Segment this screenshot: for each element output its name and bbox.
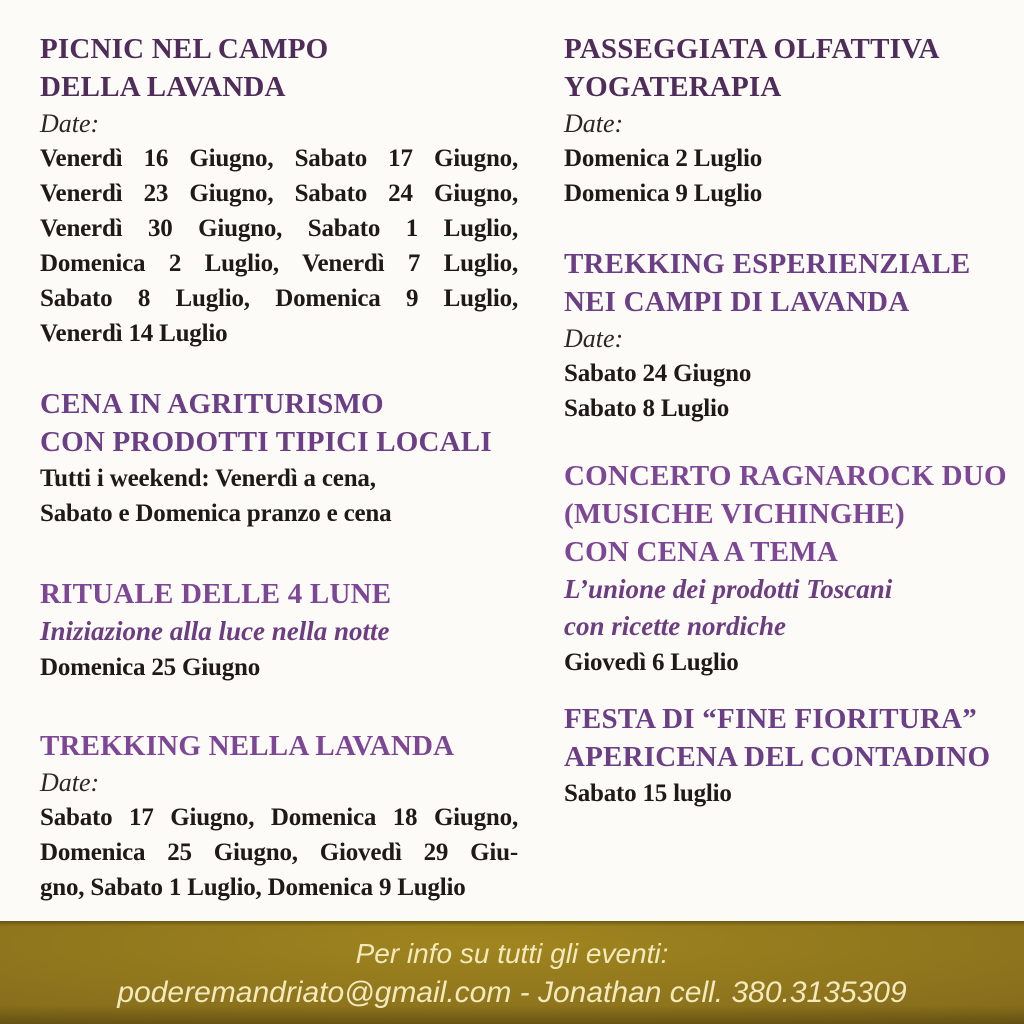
event-title-line: RITUALE DELLE 4 LUNE — [40, 578, 392, 610]
event-dates-line: gno, Sabato 1 Luglio, Domenica 9 Luglio — [40, 874, 466, 901]
event-title-line: CONCERTO RAGNAROCK DUO — [564, 460, 1007, 492]
date-label: Date: — [564, 109, 624, 138]
event-title-line: CON CENA A TEMA — [564, 536, 838, 568]
event-section-picnic — [40, 30, 518, 351]
event-title-line: (MUSICHE VICHINGHE) — [564, 498, 905, 530]
event-dates-line: Giovedì 6 Luglio — [564, 649, 739, 676]
event-title-line: TREKKING NELLA LAVANDA — [40, 730, 455, 762]
event-title-line: APERICENA DEL CONTADINO — [564, 741, 991, 773]
event-body-line: Tutti i weekend: Venerdì a cena, — [40, 465, 376, 492]
event-section-passeggiata — [564, 30, 1014, 211]
event-subtitle-line: L’unione dei prodotti Toscani — [564, 574, 893, 604]
footer-info-label: Per info su tutti gli eventi: — [355, 938, 669, 969]
event-dates-line: Venerdì 14 Luglio — [40, 320, 228, 347]
event-section-rituale — [40, 575, 518, 685]
event-title-line: TREKKING ESPERIENZIALE — [564, 248, 971, 280]
event-dates-line: Sabato 24 Giugno — [564, 360, 752, 387]
event-title-line: CON PRODOTTI TIPICI LOCALI — [40, 426, 492, 458]
event-title-line: YOGATERAPIA — [564, 71, 782, 103]
event-dates-line: Sabato 8 Luglio, Domenica 9 Luglio, — [40, 285, 518, 312]
events-column-right — [564, 30, 1014, 811]
event-dates-line: Venerdì 16 Giugno, Sabato 17 Giugno, — [40, 145, 518, 172]
date-label: Date: — [40, 109, 100, 138]
event-dates-line: Domenica 9 Luglio — [564, 180, 762, 207]
date-label: Date: — [40, 768, 100, 797]
event-dates-line: Domenica 2 Luglio — [564, 145, 762, 172]
event-subtitle-line: con ricette nordiche — [564, 611, 786, 641]
event-dates-line: Sabato 8 Luglio — [564, 395, 730, 422]
event-title-line: PASSEGGIATA OLFATTIVA — [564, 33, 940, 65]
event-dates-line: Domenica 25 Giugno, Giovedì 29 Giu- — [40, 839, 518, 866]
event-title-line: FESTA DI “FINE FIORITURA” — [564, 703, 977, 735]
event-dates-line: Domenica 2 Luglio, Venerdì 7 Luglio, — [40, 250, 518, 277]
event-dates-line: Venerdì 23 Giugno, Sabato 24 Giugno, — [40, 180, 518, 207]
event-section-trekking-lavanda — [40, 727, 518, 905]
footer-contact-line: poderemandriato@gmail.com - Jonathan cell. 380.3135309 — [117, 976, 907, 1009]
footer-band — [0, 921, 1024, 1024]
event-title-line: DELLA LAVANDA — [40, 71, 286, 103]
event-dates-line: Domenica 25 Giugno — [40, 654, 261, 681]
event-section-concerto — [564, 457, 1014, 680]
event-section-cena — [40, 385, 518, 531]
events-column-left — [40, 30, 518, 905]
event-dates-line: Sabato 15 luglio — [564, 780, 732, 807]
date-label: Date: — [564, 324, 624, 353]
event-section-festa — [564, 700, 1014, 811]
event-body-line: Sabato e Domenica pranzo e cena — [40, 500, 392, 527]
event-dates-line: Venerdì 30 Giugno, Sabato 1 Luglio, — [40, 215, 518, 242]
event-title-line: NEI CAMPI DI LAVANDA — [564, 286, 910, 318]
event-subtitle-line: Iniziazione alla luce nella notte — [40, 616, 390, 646]
event-title-line: PICNIC NEL CAMPO — [40, 33, 329, 65]
event-dates-line: Sabato 17 Giugno, Domenica 18 Giugno, — [40, 804, 518, 831]
event-section-trekking-esperienziale — [564, 245, 1014, 426]
event-title-line: CENA IN AGRITURISMO — [40, 388, 384, 420]
